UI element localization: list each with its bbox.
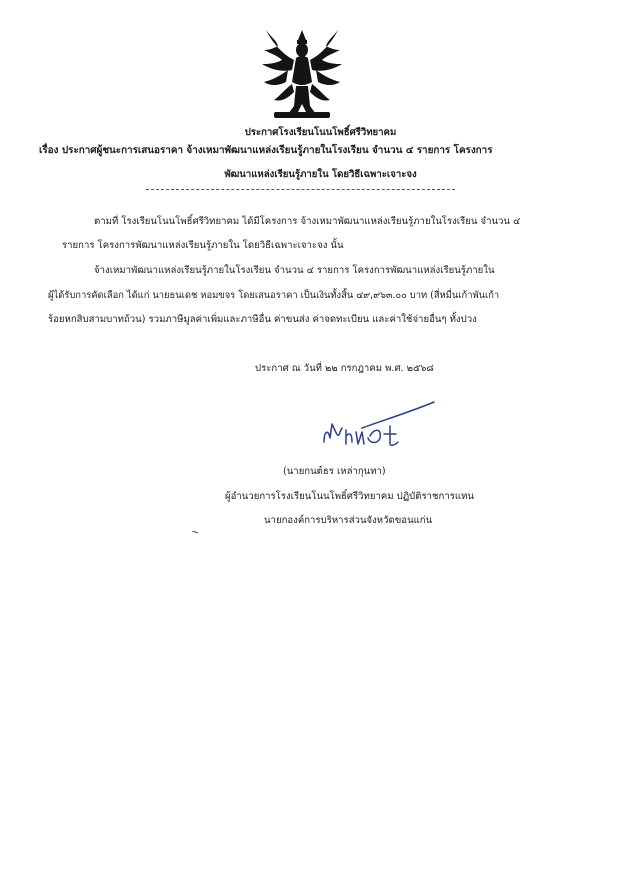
signatory-name: (นายกนต์ธร เหล่ากุนทา) — [283, 466, 386, 477]
handwritten-signature — [318, 398, 440, 454]
announcement-date: ประกาศ ณ วันที่ ๒๒ กรกฎาคม พ.ศ. ๒๕๖๘ — [255, 363, 434, 374]
paragraph-2-line-3: ร้อยหกสิบสามบาทถ้วน) รวมภาษีมูลค่าเพิ่มและภาษีอื่น ค่าขนส่ง ค่าจดทะเบียน และค่าใช้จ่ายอื่นๆ ทั้งปวง — [48, 314, 477, 325]
paragraph-2-line-1: จ้างเหมาพัฒนาแหล่งเรียนรู้ภายในโรงเรียน จำนวน ๔ รายการ โครงการพัฒนาแหล่งเรียนรู้ภายใน — [94, 265, 495, 276]
subject-line-2: พัฒนาแหล่งเรียนรู้ภายใน โดยวิธีเฉพาะเจาะจง — [224, 169, 417, 180]
title-separator — [146, 189, 455, 190]
paragraph-1-line-2: รายการ โครงการพัฒนาแหล่งเรียนรู้ภายใน โดยวิธีเฉพาะเจาะจง นั้น — [62, 240, 344, 251]
paragraph-2-line-2: ผู้ได้รับการคัดเลือก ได้แก่ นายธนเดช หอมขจร โดยเสนอราคา เป็นเงินทั้งสิ้น ๔๙,๙๖๓.๐๐ บาท (สี่หมื่นเก้าพันเก้า — [48, 290, 500, 301]
stray-mark — [192, 531, 198, 534]
signatory-position-1: ผู้อำนวยการโรงเรียนโนนโพธิ์ศรีวิทยาคม ปฏิบัติราชการแทน — [225, 491, 474, 502]
signatory-position-2: นายกองค์การบริหารส่วนจังหวัดขอนแก่น — [264, 515, 433, 526]
subject-line-1: เรื่อง ประกาศผู้ชนะการเสนอราคา จ้างเหมาพัฒนาแหล่งเรียนรู้ภายในโรงเรียน จำนวน ๔ รายการ โครงการ — [39, 145, 493, 156]
paragraph-1-line-1: ตามที่ โรงเรียนโนนโพธิ์ศรีวิทยาคม ได้มีโครงการ จ้างเหมาพัฒนาแหล่งเรียนรู้ภายในโรงเรียน จำนวน ๔ — [94, 216, 521, 227]
school-announcement-title: ประกาศโรงเรียนโนนโพธิ์ศรีวิทยาคม — [244, 127, 397, 138]
garuda-emblem-icon — [258, 26, 346, 122]
